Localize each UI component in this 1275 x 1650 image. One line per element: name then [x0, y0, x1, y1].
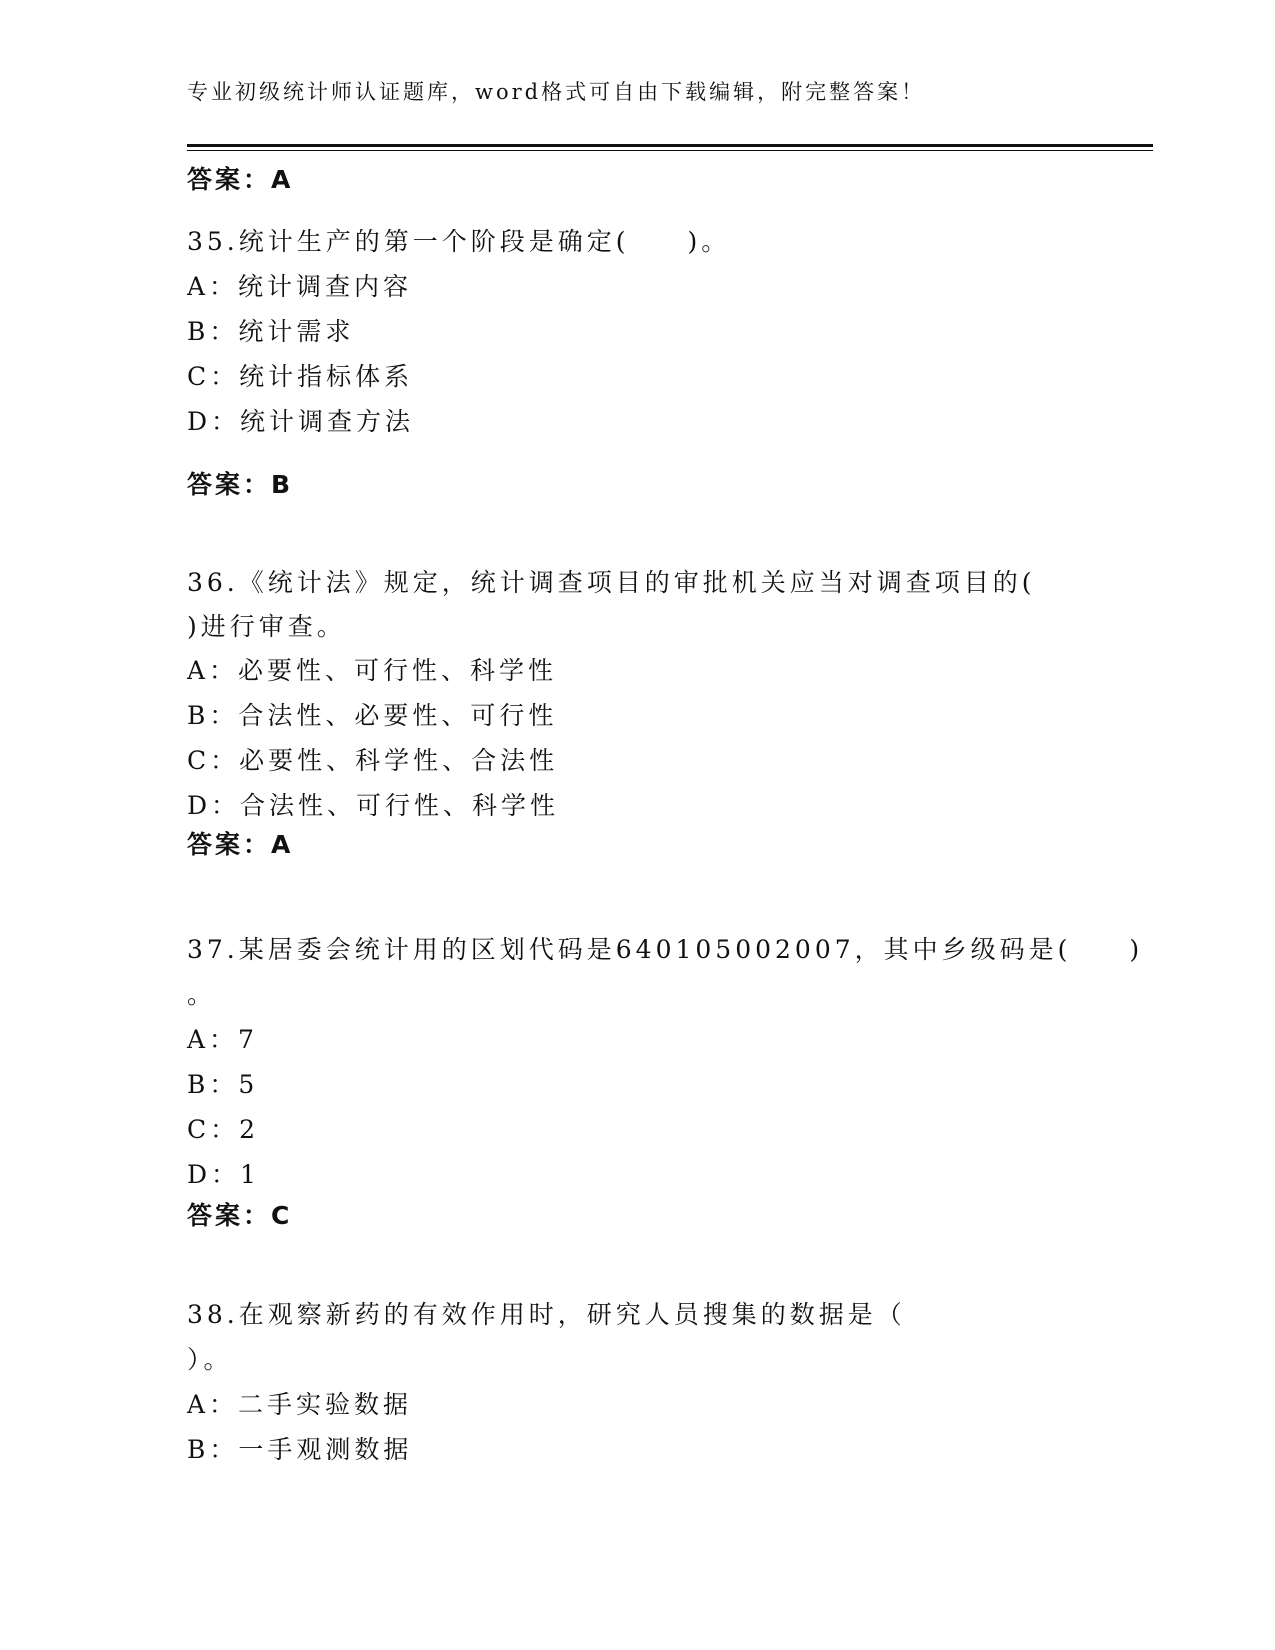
question-36-option-c: C：必要性、科学性、合法性 — [187, 746, 559, 775]
answer-36: 答案：A — [187, 830, 294, 859]
header-rule-thin — [187, 150, 1153, 151]
answer-35: 答案：B — [187, 470, 294, 499]
question-38-option-a: A：二手实验数据 — [187, 1390, 413, 1419]
question-35-stem: 35.统计生产的第一个阶段是确定( )。 — [187, 227, 731, 256]
question-36-option-d: D：合法性、可行性、科学性 — [187, 791, 560, 820]
question-35-option-b: B：统计需求 — [187, 317, 355, 346]
question-35-option-d: D：统计调查方法 — [187, 407, 415, 436]
question-36-stem-line-2: )进行审查。 — [187, 612, 346, 641]
question-36-stem-line-1: 36.《统计法》规定，统计调查项目的审批机关应当对调查项目的( — [187, 568, 1036, 597]
page-header: 专业初级统计师认证题库，word格式可自由下载编辑，附完整答案！ — [187, 80, 926, 104]
question-37-option-c: C：2 — [187, 1115, 260, 1144]
question-37-option-b: B：5 — [187, 1070, 259, 1099]
answer-37: 答案：C — [187, 1201, 293, 1230]
question-37-option-d: D：1 — [187, 1160, 260, 1189]
header-rule-thick — [187, 144, 1153, 147]
question-38-option-b: B：一手观测数据 — [187, 1435, 413, 1464]
question-37-stem-line-2: 。 — [187, 980, 217, 1009]
question-35-option-c: C：统计指标体系 — [187, 362, 414, 391]
question-38-stem-line-2: ）。 — [187, 1345, 233, 1374]
question-37-stem-line-1: 37.某居委会统计用的区划代码是640105002007，其中乡级码是( ) — [187, 935, 1144, 964]
question-37-option-a: A：7 — [187, 1025, 258, 1054]
question-35-option-a: A：统计调查内容 — [187, 272, 413, 301]
question-38-stem-line-1: 38.在观察新药的有效作用时，研究人员搜集的数据是（ — [187, 1300, 906, 1329]
answer-34: 答案：A — [187, 165, 294, 194]
question-36-option-a: A：必要性、可行性、科学性 — [187, 656, 558, 685]
question-36-option-b: B：合法性、必要性、可行性 — [187, 701, 558, 730]
